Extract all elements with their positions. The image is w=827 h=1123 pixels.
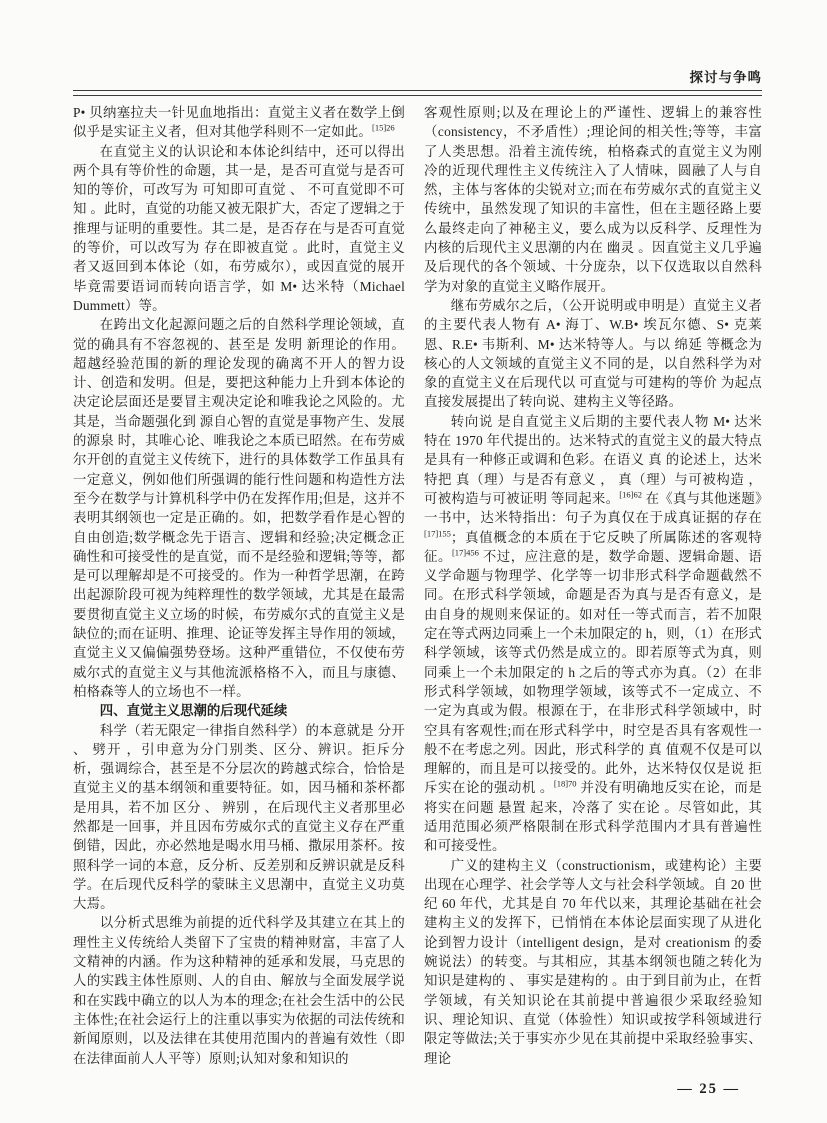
- page-header: [73, 0, 762, 96]
- citation-ref: [16]62: [619, 489, 642, 500]
- paragraph: 客观性原则;以及在理论上的严谨性、逻辑上的兼容性（consistency，不矛盾性）;理论间的相关性;等等，丰富了人类思想。沿着主流传统，柏格森式的直觉主义为刚冷的近现代理性主义传统注入了人情味，圆融了人与自然，主体与客体的尖锐对立;而在布劳威尔式的直觉主义传统中，虽然发现了知识的丰富性，但在主题径路上要么最终走向了神秘主义，要么成为以反科学、反理性为内核的后现代主义思潮的内在 幽灵 。因直觉主义几乎遍及后现代的各个领域、十分庞杂，以下仅选取以自然科学为对象的直觉主义略作展开。: [424, 105, 762, 294]
- left-column: [73, 103, 405, 1068]
- section-heading: 四、直觉主义思潮的后现代延续: [99, 703, 288, 719]
- paragraph: 在跨出文化起源问题之后的自然科学理论领域，直觉的确具有不容忽视的、甚至是 发明 新理论的作用。超越经验范围的新的理论发现的确离不开人的智力设计、创造和发明。但是，要把这种能力上升到本体论的决定论层面还是要冒主观决定论和唯我论之风险的。尤其是，当命题强化到 源自心智的直觉是事物产生、发展的源泉 时，其唯心论、唯我论之本质已昭然。在布劳威尔开创的直觉主义传统下，进行的具体数学工作虽具有一定意义，例如他们所强调的能行性问题和构造性方法至今在数学与计算机科学中仍在发挥作用;但是，这并不表明其纲领也一定是正确的。如，把数学看作是心智的自由创造;数学概念先于语言、逻辑和经验;决定概念正确性和可接受性的是直觉，而不是经验和逻辑;等等，都是可以理解却是不可接受的。作为一种哲学思潮，在跨出起源阶段可视为纯粹理性的数学领域，尤其是在最需要贯彻直觉主义立场的时候，布劳威尔式的直觉主义是缺位的;而在证明、推理、论证等发挥主导作用的领域，直觉主义又偏偏强势登场。这种严重错位，不仅使布劳威尔式的直觉主义与其他流派格格不入，而且与康德、柏格森等人的立场也不一样。: [73, 317, 405, 699]
- paragraph: 转向说 是自直觉主义后期的主要代表人物 M• 达米特在 1970 年代提出的。达米特式的直觉主义的最大特点是具有一种修正或调和色彩。在语义 真 的论述上，达米特把 真（理）与是否有意义 ， 真（理）与可被构造 ， 可被构造与可被证明 等同起来。$^{[16]62}$ 在《真与其他迷题》一书中，达米特指出：句子为真仅在于成真证据的存在 $^{[17]155}$；真值概念的本质在于它反映了所属陈述的客观特征。$^{[17]456}$ 不过，应注意的是，数学命题、逻辑命题、语义学命题与物理学、化学等一切非形式科学命题截然不同。在形式科学领域，命题是否为真与是否有意义，是由自身的规则来保证的。如对任一等式而言，若不加限定在等式两边同乘上一个未加限定的 h，则，（1）在形式科学领域，该等式仍然是成立的。即若原等式为真，则同乘上一个未加限定的 h 之后的等式亦为真。（2）在非形式科学领域，如物理学领域，该等式不一定成立、不一定为真或为假。根源在于，在非形式科学领域中，时空具有客观性;而在形式科学中，时空是否具有客观性一般不在考虑之列。因此，形式科学的 真 值观不仅是可以理解的，而且是可以接受的。此外，达米特仅仅是说 拒斥实在论的强动机 。$^{[18]70}$ 并没有明确地反实在论，而是将实在问题 悬置 起来，冷落了 实在论 。尽管如此，其适用范围必须严格限制在形式科学范围内才具有普遍性和可接受性。: [424, 413, 763, 854]
- citation-ref: [15]26: [372, 122, 395, 133]
- citation-ref: [18]70: [553, 778, 577, 789]
- page-number: — 25 —: [677, 1080, 740, 1097]
- citation-ref: [17]155: [424, 528, 451, 539]
- paragraph: 科学（若无限定一律指自然科学）的本意就是 分开 、 劈开 ，引申意为分门别类、区分、辨识。拒斥分析，强调综合，甚至是不分层次的跨越式综合，恰恰是直觉主义的基本纲领和重要特征。如，因马桶和茶杯都是用具，若不加 区分 、 辨别 ，在后现代主义者那里必然都是一回事，并且因布劳威尔式的直觉主义存在严重倒错，因此，亦必然地是喝水用马桶、撒尿用茶杯。按照科学一词的本意，反分析、反差别和反辨识就是反科学。在后现代反科学的蒙昧主义思潮中，直觉主义功莫大焉。: [73, 722, 405, 912]
- right-column: [424, 103, 762, 1068]
- paragraph: 以分析式思维为前提的近代科学及其建立在其上的理性主义传统给人类留下了宝贵的精神财富，丰富了人文精神的内涵。作为这种精神的延承和发展，马克思的人的实践主体性原则、人的自由、解放与全面发展学说和在实践中确立的以人为本的理念;在社会生活中的公民主体性;在社会运行上的注重以事实为依据的司法传统和新闻原则，以及法律在其使用范围内的普遍有效性（即在法律面前人人平等）原则;认知对象和知识的: [73, 915, 405, 1066]
- header-rule: [73, 90, 762, 96]
- paragraph: P• 贝纳塞拉夫一针见血地指出：直觉主义者在数学上倒似乎是实证主义者，但对其他学科则不一定如此。$^{[15]26}$: [73, 105, 405, 140]
- citation-ref: [17]456: [451, 547, 479, 558]
- paragraph: 在直觉主义的认识论和本体论纠结中，还可以得出两个具有等价性的命题，其一是，是否可直觉与是否可知的等价，可改写为 可知即可直觉 、 不可直觉即不可知 。此时，直觉的功能又被无限扩大，否定了逻辑之于推理与证明的重要性。其二是，是否存在与是否可直觉的等价，可以改写为 存在即被直觉 。此时，直觉主义者又返回到本体论（如，布劳威尔），或因直觉的展开毕竟需要语词而转向语言学，如 M• 达米特（Michael Dummett）等。: [73, 143, 405, 313]
- paragraph: 广义的建构主义（constructionism，或建构论）主要出现在心理学、社会学等人文与社会科学领域。自 20 世纪 60 年代，尤其是自 70 年代以来，其理论基础在社会建构主义的发挥下，已悄悄在本体论层面实现了从进化论到智力设计（intelligent design，是对 creationism 的委婉说法）的转变。与其相应，其基本纲领也随之转化为 知识是建构的 、 事实是建构的 。由于到目前为止，在哲学领域，有关知识论在其前提中普遍很少采取经验知识、理论知识、直觉（体验性）知识或按学科领域进行限定等做法;关于事实亦少见在其前提中采取经验事实、理论: [424, 857, 762, 1066]
- paragraph: 继布劳威尔之后，（公开说明或申明是）直觉主义者的主要代表人物有 A• 海丁、W.B• 埃瓦尔德、S• 克莱恩、R.E• 韦斯利、M• 达米特等人。与以 绵延 等概念为核心的人文领域的直觉主义不同的是，以自然科学为对象的直觉主义在后现代以 可直觉与可建构的等价 为起点直接发展提出了转向说、建构主义等径路。: [424, 297, 762, 410]
- running-head: 探讨与争鸣: [689, 70, 762, 85]
- text-columns: [73, 103, 762, 1068]
